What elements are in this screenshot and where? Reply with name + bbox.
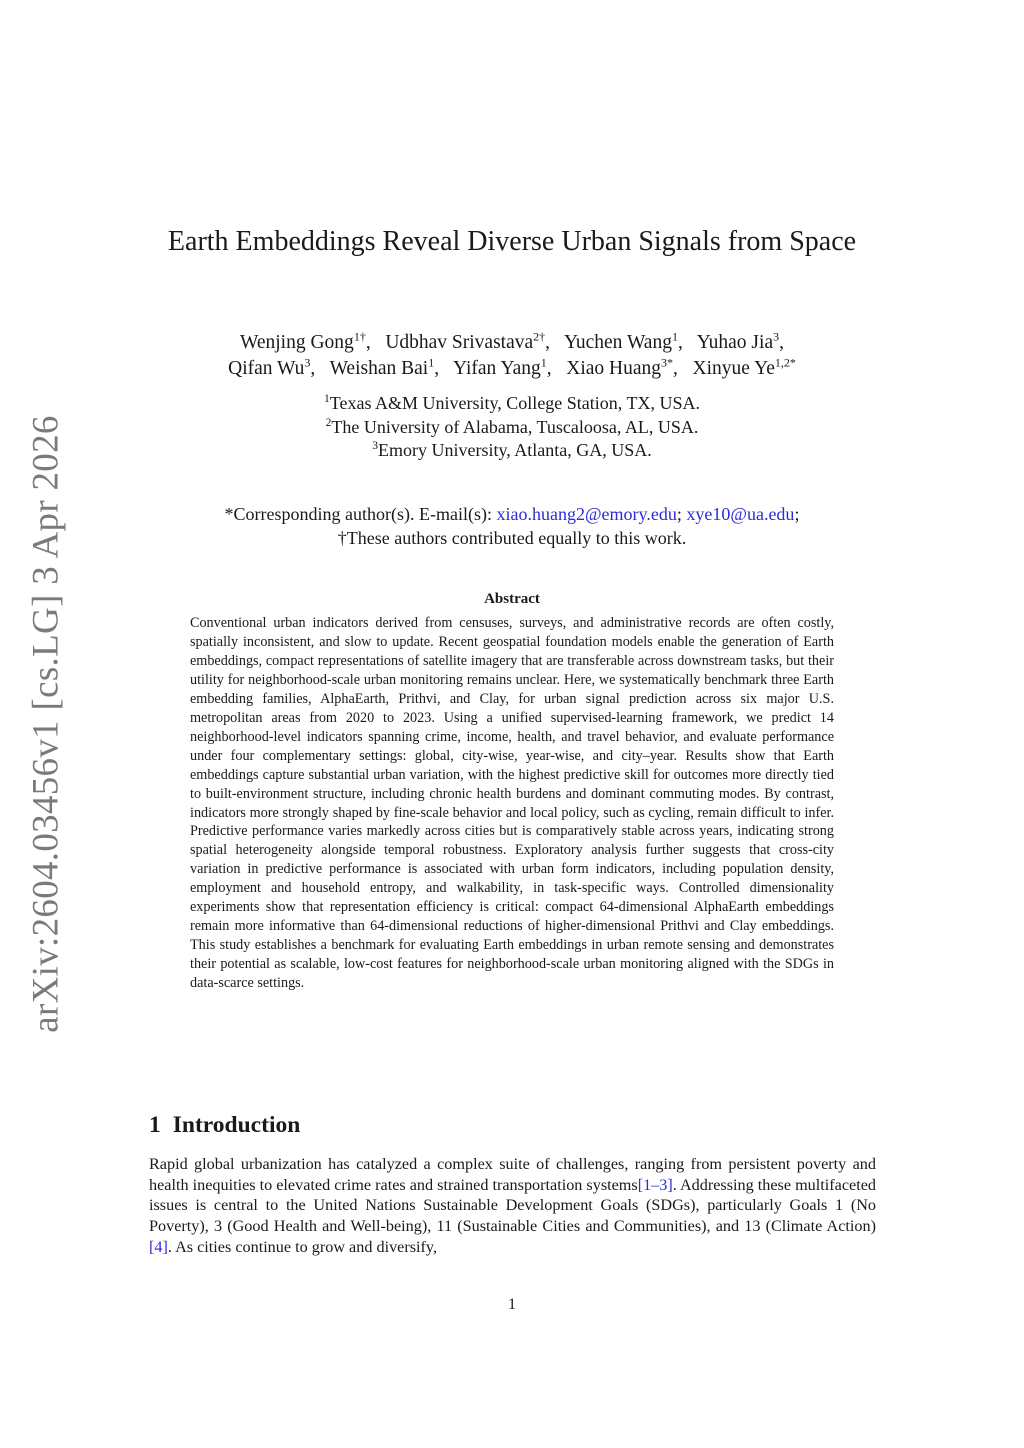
email-link[interactable]: xye10@ua.edu — [686, 504, 795, 524]
introduction-paragraph: Rapid global urbanization has catalyzed a complex suite of challenges, ranging from persistent poverty and health inequities to elevated crime rates and strained transportation systems[1–3]. Addressing these multifaceted issues is central to the United Nations Sustainable Development Goals (SDGs), particularly Goals 1 (No Poverty), 3 (Good Health and Well-being), 11 (Sustainable Cities and Communities), and 13 (Climate Action)[4]. As cities continue to grow and diversify, — [149, 1155, 876, 1256]
affiliation: $^2$The University of Alabama, Tuscaloosa, AL, USA. — [325, 416, 699, 437]
affiliation-list — [150, 392, 874, 463]
author: Xinyue $Ye^{1,2*}$ — [692, 355, 796, 379]
section-number: 1 — [149, 1112, 161, 1138]
corresponding-author-line: *Corresponding author(s). E-mail(s): xiao.huang2@emory.edu; xye10@ua.edu; — [224, 504, 800, 524]
equal-contribution-note: †These authors contributed equally to this work. — [337, 527, 687, 548]
paper-title: Earth Embeddings Reveal Diverse Urban Signals from Space — [167, 226, 857, 257]
author: Yuchen Wang$^1$, — [563, 329, 683, 353]
correspondence-block — [150, 503, 874, 550]
email-link[interactable]: xiao.huang2@emory.edu — [496, 504, 677, 524]
abstract-text: Conventional urban indicators derived from censuses, surveys, and administrative records are often costly, spatially inconsistent, and slow to update. Recent geospatial foundation models enable the generation of Earth embeddings, compact representations of satellite imagery that are transferable across downstream tasks, but their utility for neighborhood-scale urban monitoring remains unclear. Here, we systematically benchmark three Earth embedding families, AlphaEarth, Prithvi, and Clay, for urban signal prediction across six major U.S. metropolitan areas from 2020 to 2023. Using a unified supervised-learning framework, we predict 14 neighborhood-level indicators spanning crime, income, health, and travel behavior, and evaluate performance under four complementary settings: global, city-wise, year-wise, and city–year. Results show that Earth embeddings capture substantial urban variation, with the highest predictive skill for outcomes more directly tied to built-environment structure, including chronic health burdens and dominant commuting modes. By contrast, indicators more strongly shaped by fine-scale behavior and local policy, such as cycling, remain difficult to infer. Predictive performance varies markedly across cities but is comparatively stable across years, indicating strong spatial heterogeneity alongside temporal robustness. Exploratory analysis further suggests that cross-city variation in predictive performance is associated with urban form indicators, including population density, employment and household entropy, and walkability, in task-specific ways. Controlled dimensionality experiments show that representation efficiency is critical: compact 64-dimensional AlphaEarth embeddings remain more informative than 64-dimensional reductions of higher-dimensional Prithvi and Clay embeddings. This study establishes a benchmark for evaluating Earth embeddings in urban remote sensing and demonstrates their potential as scalable, low-cost features for neighborhood-scale urban monitoring aligned with the SDGs in data-scarce settings. — [190, 615, 834, 992]
citation-link[interactable]: [1–3] — [637, 1175, 673, 1194]
author: Udbhav Srivastava$^{2\dagger}$, — [385, 329, 551, 353]
affiliation: $^3$Emory University, Atlanta, GA, USA. — [372, 440, 652, 460]
abstract-heading: Abstract — [484, 591, 540, 607]
author: Weishan Bai$^1$, — [329, 355, 440, 379]
section-title: Introduction — [172, 1112, 301, 1138]
citation-link[interactable]: [4] — [149, 1237, 168, 1256]
author: Wenjing Gong$^{1\dagger}$, — [240, 329, 371, 353]
author: Yuhao Jia$^3$, — [696, 329, 784, 353]
page-number: 1 — [508, 1296, 516, 1313]
affiliation: $^1$Texas A&M University, College Station, TX, USA. — [324, 393, 700, 413]
author-list — [150, 330, 874, 382]
author: Yifan Yang$^1$, — [452, 355, 552, 379]
section-heading — [149, 1110, 300, 1140]
author: Qifan Wu$^3$, — [228, 355, 316, 379]
author: Xiao Huang$^{3*}$, — [566, 355, 678, 379]
arxiv-identifier-stamp[interactable]: arXiv:2604.03456v1 [cs.LG] 3 Apr 2026 — [25, 415, 67, 1033]
